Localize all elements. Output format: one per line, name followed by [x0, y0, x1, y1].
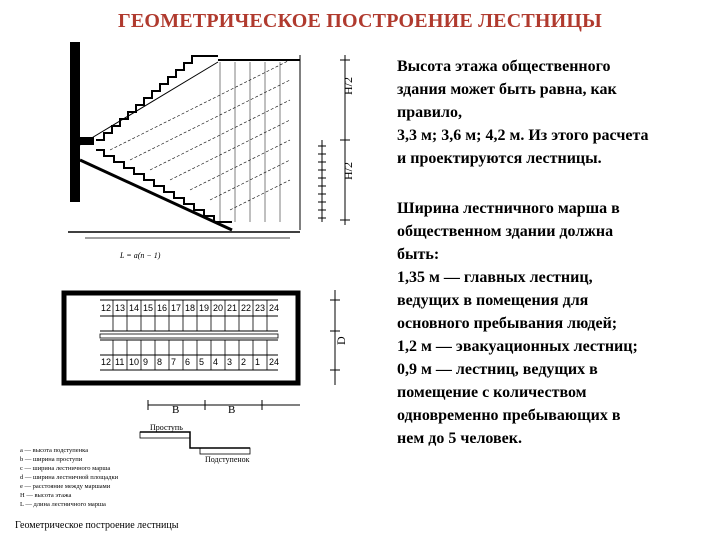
- plan-step-number: 2: [241, 357, 247, 367]
- text-line: Высота этажа общественного: [397, 58, 611, 75]
- plan-step-number: 22: [241, 303, 252, 313]
- dim-h-bottom: H/2: [341, 162, 355, 180]
- legend: [20, 447, 119, 508]
- text-line: Ширина лестничного марша в: [397, 200, 620, 217]
- plan-step-number: 5: [199, 357, 205, 367]
- plan-step-number: 24: [269, 357, 280, 367]
- legend-item: e — расстояние между маршами: [20, 483, 111, 490]
- text-line: одновременно пребывающих в: [397, 407, 621, 424]
- legend-item: b — ширина проступи: [20, 456, 83, 463]
- plan-step-number: 24: [269, 303, 280, 313]
- plan-step-number: 11: [115, 357, 125, 367]
- plan-bottom-numbers: [101, 357, 279, 367]
- text-line: ведущих в помещения для: [397, 292, 589, 309]
- page-title: ГЕОМЕТРИЧЕСКОЕ ПОСТРОЕНИЕ ЛЕСТНИЦЫ: [117, 10, 603, 32]
- dim-b: B: [172, 404, 180, 416]
- text-line: правило,: [397, 104, 462, 121]
- plan-step-number: 10: [129, 357, 140, 367]
- legend-item: c — ширина лестничного марша: [20, 465, 111, 472]
- plan-step-number: 3: [227, 357, 233, 367]
- plan-step-number: 19: [199, 303, 210, 313]
- plan-step-number: 6: [185, 357, 191, 367]
- plan-step-number: 17: [171, 303, 182, 313]
- plan-top-numbers: [101, 303, 279, 313]
- plan-numbers: [101, 303, 279, 367]
- dim-b-2: B: [228, 404, 236, 416]
- section-formula: L = a(n − 1): [120, 251, 161, 260]
- plan-step-number: 7: [171, 357, 177, 367]
- plan-step-number: 23: [255, 303, 266, 313]
- text-line: здания может быть равна, как: [397, 81, 617, 98]
- text-line: общественном здании должна: [397, 223, 614, 240]
- plan-step-number: 15: [143, 303, 154, 313]
- text-line: быть:: [397, 246, 440, 263]
- text-line: 3,3 м; 3,6 м; 4,2 м. Из этого расчета: [397, 127, 649, 144]
- text-line: основного пребывания людей;: [397, 315, 618, 332]
- dim-h-top: H/2: [341, 77, 355, 95]
- plan-step-number: 21: [227, 303, 238, 313]
- plan-step-number: 9: [143, 357, 149, 367]
- plan-step-number: 4: [213, 357, 219, 367]
- plan-step-number: 13: [115, 303, 126, 313]
- plan-step-number: 14: [129, 303, 140, 313]
- plan-step-number: 20: [213, 303, 224, 313]
- legend-item: L — длина лестничного марша: [20, 501, 106, 508]
- plan-step-number: 12: [101, 357, 112, 367]
- paragraph-flight-width: [397, 197, 715, 450]
- legend-item: a — высота подступенка: [20, 447, 89, 454]
- text-line: 1,2 м — эвакуационных лестниц;: [397, 338, 638, 355]
- drawing-caption: Геометрическое построение лестницы: [15, 520, 179, 531]
- text-line: и проектируются лестницы.: [397, 150, 602, 167]
- text-line: нем до 5 человек.: [397, 430, 522, 447]
- text-line: 0,9 м — лестниц, ведущих в: [397, 361, 598, 378]
- paragraph-floor-height: [397, 55, 715, 170]
- legend-item: d — ширина лестничной площадки: [20, 474, 119, 481]
- text-line: помещение с количеством: [397, 384, 587, 401]
- text-line: 1,35 м — главных лестниц,: [397, 269, 593, 286]
- plan-step-number: 16: [157, 303, 168, 313]
- plan-step-number: 8: [157, 357, 163, 367]
- plan-step-number: 12: [101, 303, 112, 313]
- dim-d: D: [334, 336, 348, 345]
- tread-detail: [140, 432, 250, 454]
- profile-label: Проступь: [150, 423, 183, 432]
- legend-item: H — высота этажа: [20, 492, 72, 499]
- plan-step-number: 1: [255, 357, 261, 367]
- stair-section: [68, 42, 350, 238]
- plan-step-number: 18: [185, 303, 196, 313]
- riser-label: Подступенок: [205, 455, 250, 464]
